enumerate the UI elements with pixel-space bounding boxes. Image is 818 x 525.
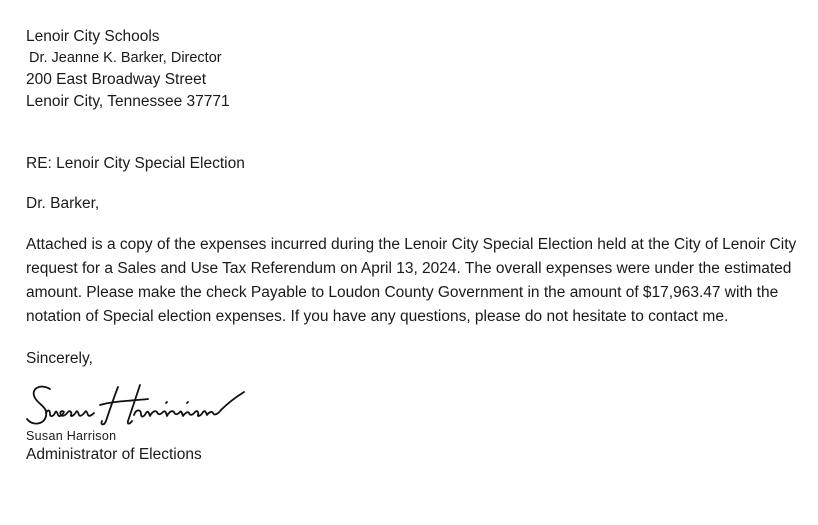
signer-title: Administrator of Elections (26, 446, 202, 463)
recipient-organization: Lenoir City Schools (26, 28, 160, 45)
letter-body: Attached is a copy of the expenses incurred during the Lenoir City Special Election held at the City of Lenoir City request for a Sales and Use Tax Referendum on April 13, 2024. The overall expenses were under the estimated amount. Please make the check Payable to Loudon County Government in the amount of $17,963.47 with the notation of Special election expenses. If you have any questions, please do not hesitate to contact me. (26, 236, 797, 325)
salutation: Dr. Barker, (26, 195, 100, 212)
recipient-contact: Dr. Jeanne K. Barker, Director (29, 49, 222, 66)
signer-name: Susan Harrison (26, 429, 117, 443)
subject-line: RE: Lenoir City Special Election (26, 155, 245, 172)
handwritten-signature (22, 379, 252, 431)
closing: Sincerely, (26, 350, 93, 367)
letter (26, 26, 811, 466)
recipient-address (26, 26, 811, 112)
recipient-city-state-zip: Lenoir City, Tennessee 37771 (26, 92, 230, 110)
recipient-street: 200 East Broadway Street (26, 71, 207, 88)
